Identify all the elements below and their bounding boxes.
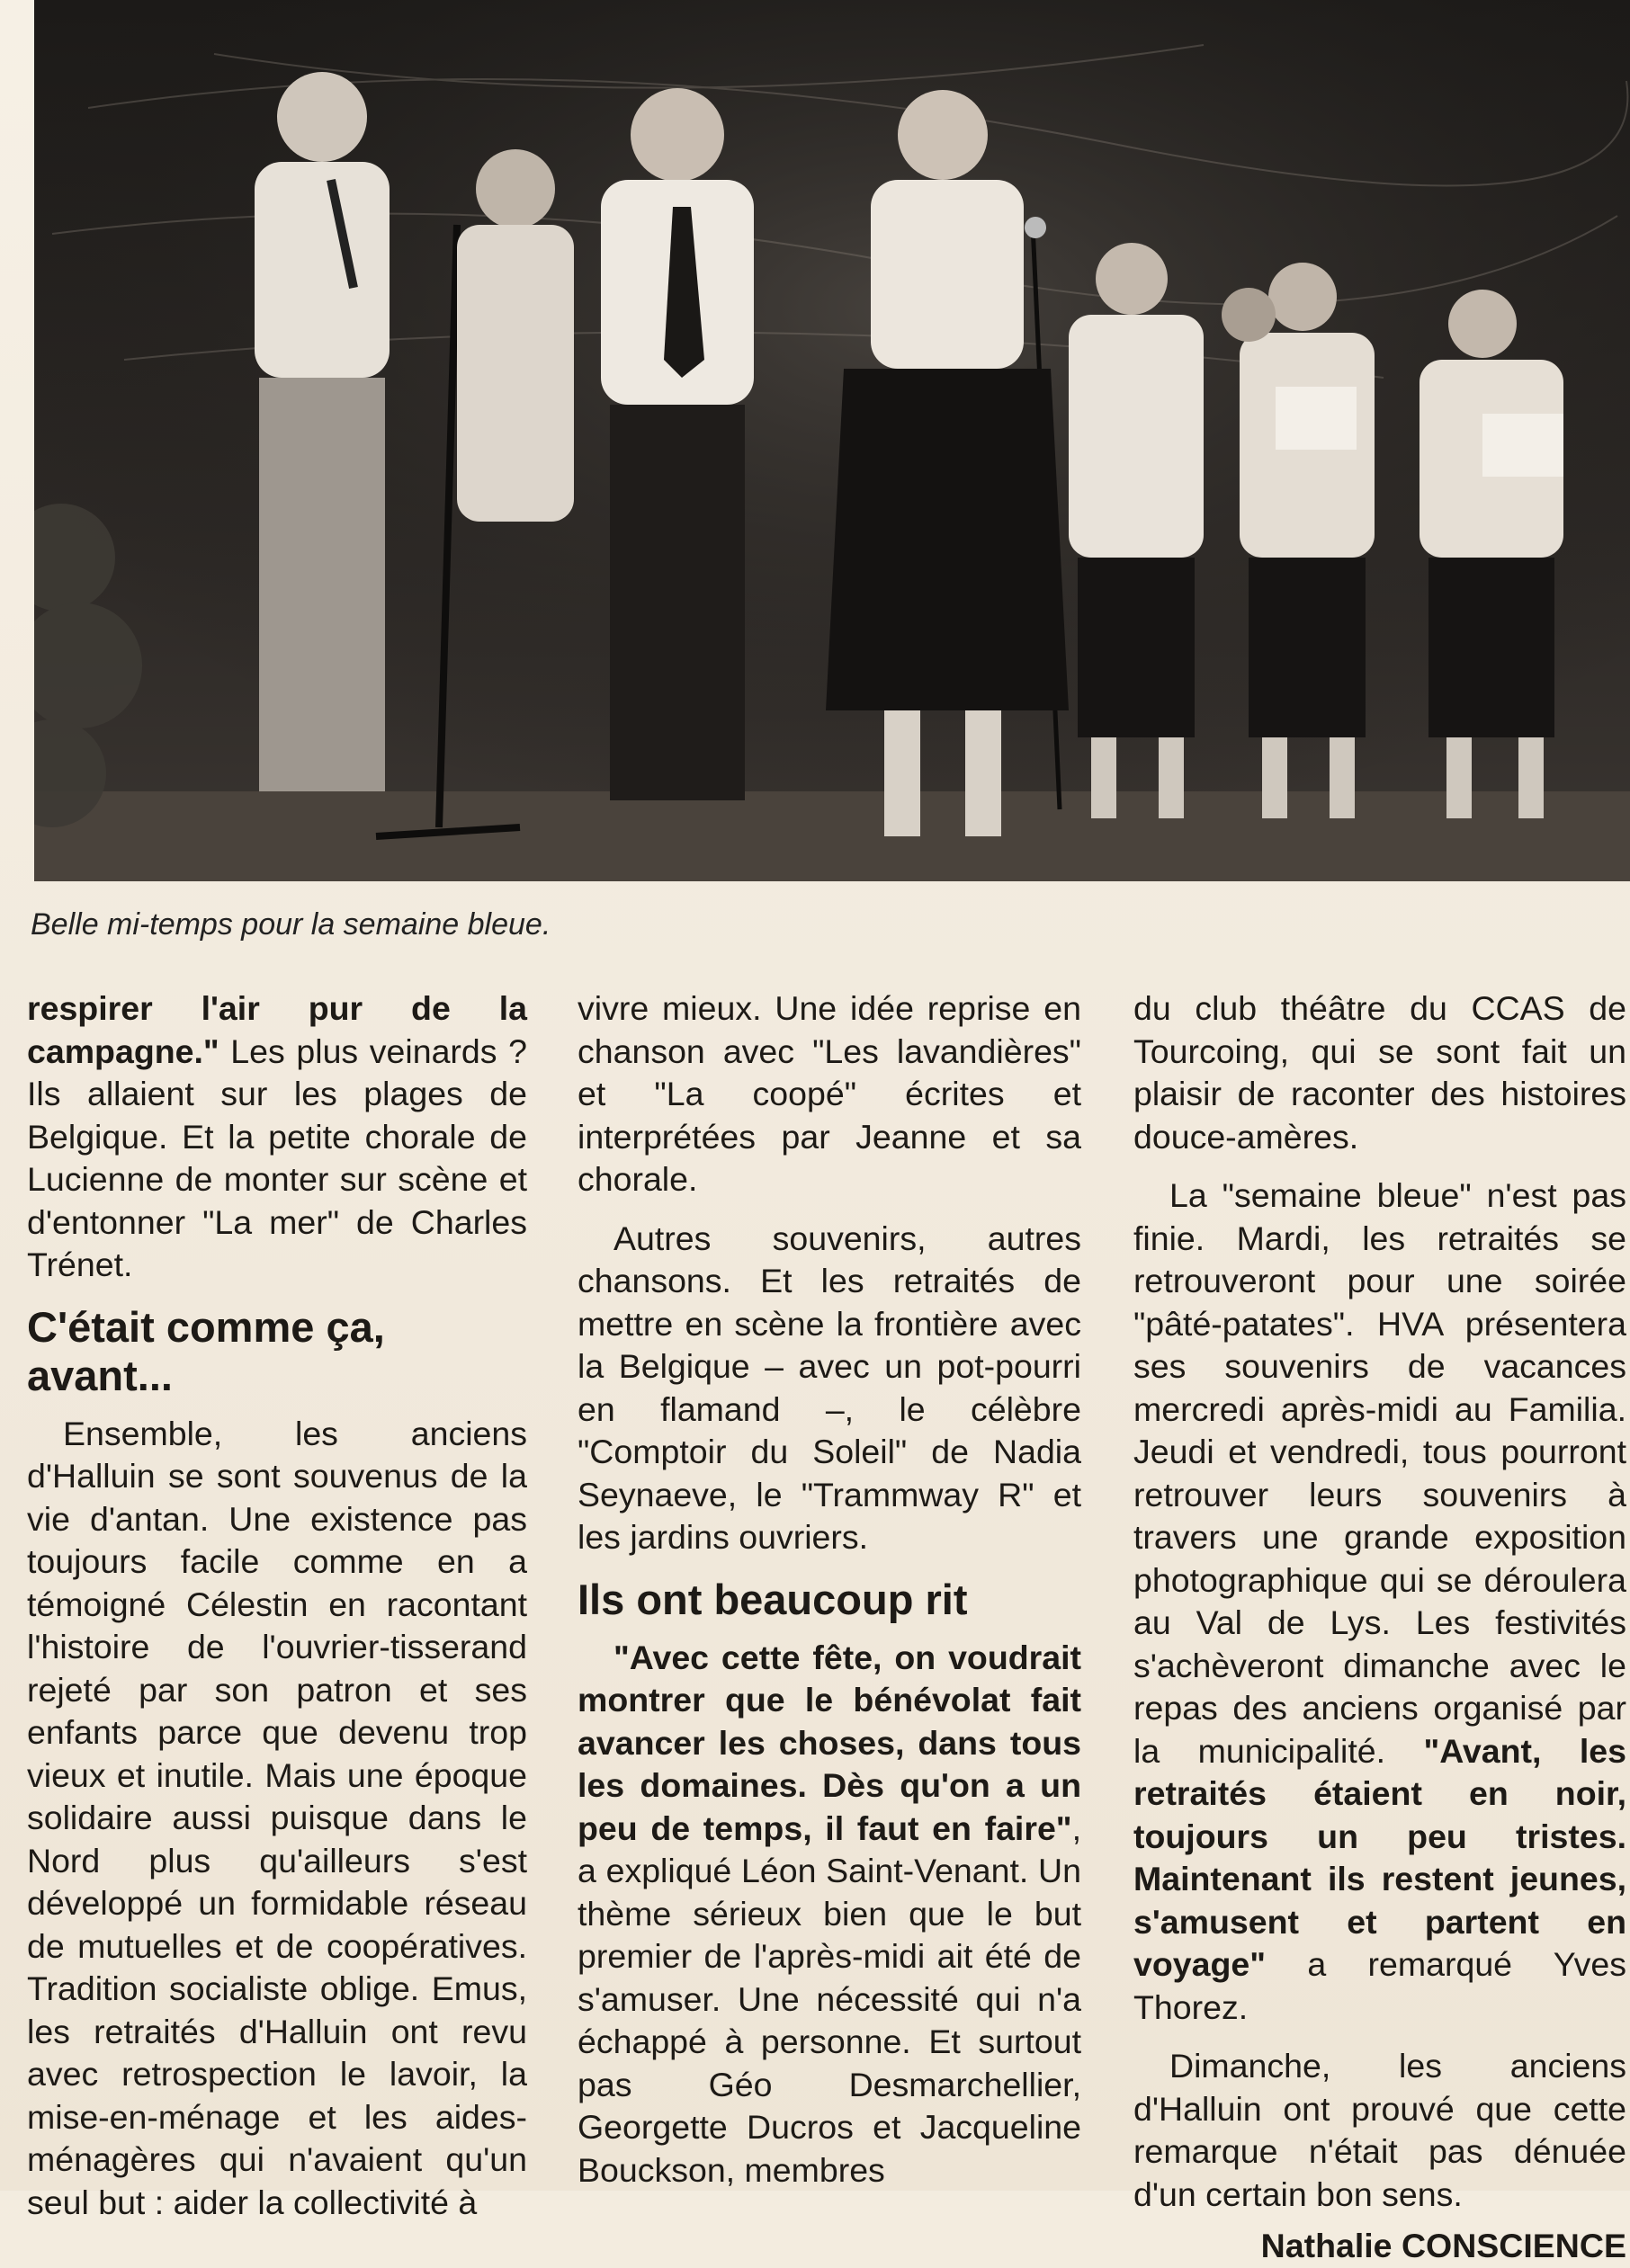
paragraph: vivre mieux. Une idée reprise en chanson avec "Les lavandières" et "La coopé" écrites et interprétées par Jeanne et sa chorale. <box>578 989 1081 1198</box>
quote-bold: "Avant, les retraités étaient en noir, toujours un peu tristes. Maintenant ils restent jeunes, s'amusent et partent en voyage" <box>1133 1731 1626 1983</box>
article-column-2 <box>578 987 1081 2189</box>
choir-photo-illustration <box>34 0 1630 881</box>
paragraph <box>1133 1174 1626 2029</box>
paragraph: Ensemble, les anciens d'Halluin se sont souvenus de la vie d'antan. Une existence pas toujours facile comme en a témoigné Célestin en racontant l'histoire de l'ouvrier-tisserand rejeté par son patron et ses enfants parce que devenu trop vieux et inutile. Mais une époque solidaire aussi puisque dans le Nord plus qu'ailleurs s'est développé un formidable réseau de mutuelles et de coopératives. Tradition socialiste oblige. Emus, les retraités d'Halluin ont revu avec retrospection le lavoir, la mise-en-ménage et les aides-ménagères qui n'avaient qu'un seul but : aider la collectivité à <box>27 1414 527 2221</box>
paragraph-text: La "semaine bleue" n'est pas finie. Mardi, les retraités se retrouveront pour une soirée "pâté-patates". HVA présentera ses souvenirs de vacances mercredi après-midi au Familia. Jeudi et vendredi, tous pourront retrouver leurs souvenirs à travers une grande exposition photographique qui se déroulera au Val de Lys. Les festivités s'achèveront dimanche avec le repas des anciens organisé par la municipalité. <box>1133 1176 1626 1770</box>
author-signature: Nathalie CONSCIENCE <box>1260 2227 1626 2264</box>
paragraph-text: a remarqué Yves Thorez. <box>1133 1945 1626 2026</box>
photo-caption: Belle mi-temps pour la semaine bleue. <box>31 907 551 942</box>
quote-bold: "Avec cette fête, on voudrait montrer que le bénévolat fait avancer les choses, dans tous les domaines. Dès qu'on a un peu de temps, il faut en faire" <box>578 1638 1081 1847</box>
quote-bold: respirer l'air pur de la campagne." <box>27 989 527 1070</box>
paragraph-text: Les plus veinards ? Ils allaient sur les plages de Belgique. Et la petite chorale de Lucienne de monter sur scène et d'entonner "La mer" de Charles Trénet. <box>27 1031 527 1283</box>
article-photo <box>34 0 1630 881</box>
paragraph <box>27 987 527 1287</box>
paragraph: Autres souvenirs, autres chansons. Et les retraités de mettre en scène la frontière avec la Belgique – avec un pot-pourri en flamand –, le célèbre "Comptoir du Soleil" de Nadia Seynaeve, le "Trammway R" et les jardins ouvriers. <box>578 1219 1081 1556</box>
paragraph <box>578 1637 1081 2192</box>
paragraph: du club théâtre du CCAS de Tourcoing, qui se sont fait un plaisir de raconter des histoires douce-amères. <box>1133 989 1626 1156</box>
article-column-3 <box>1133 987 1626 2264</box>
subheading: C'était comme ça, avant... <box>27 1302 385 1399</box>
subheading: Ils ont beaucoup rit <box>578 1575 968 1623</box>
article-column-1 <box>27 987 527 2221</box>
paragraph-text: , a expliqué Léon Saint-Venant. Un thème sérieux bien que le but premier de l'après-midi ait été de s'amuser. Une nécessité qui n'a échappé à personne. Et surtout pas Géo Desmarchellier, Georgette Ducros et Jacqueline Bouckson, membres <box>578 1808 1081 2189</box>
paragraph: Dimanche, les anciens d'Halluin ont prouvé que cette remarque n'était pas dénuée d'un certain bon sens. <box>1133 2047 1626 2213</box>
